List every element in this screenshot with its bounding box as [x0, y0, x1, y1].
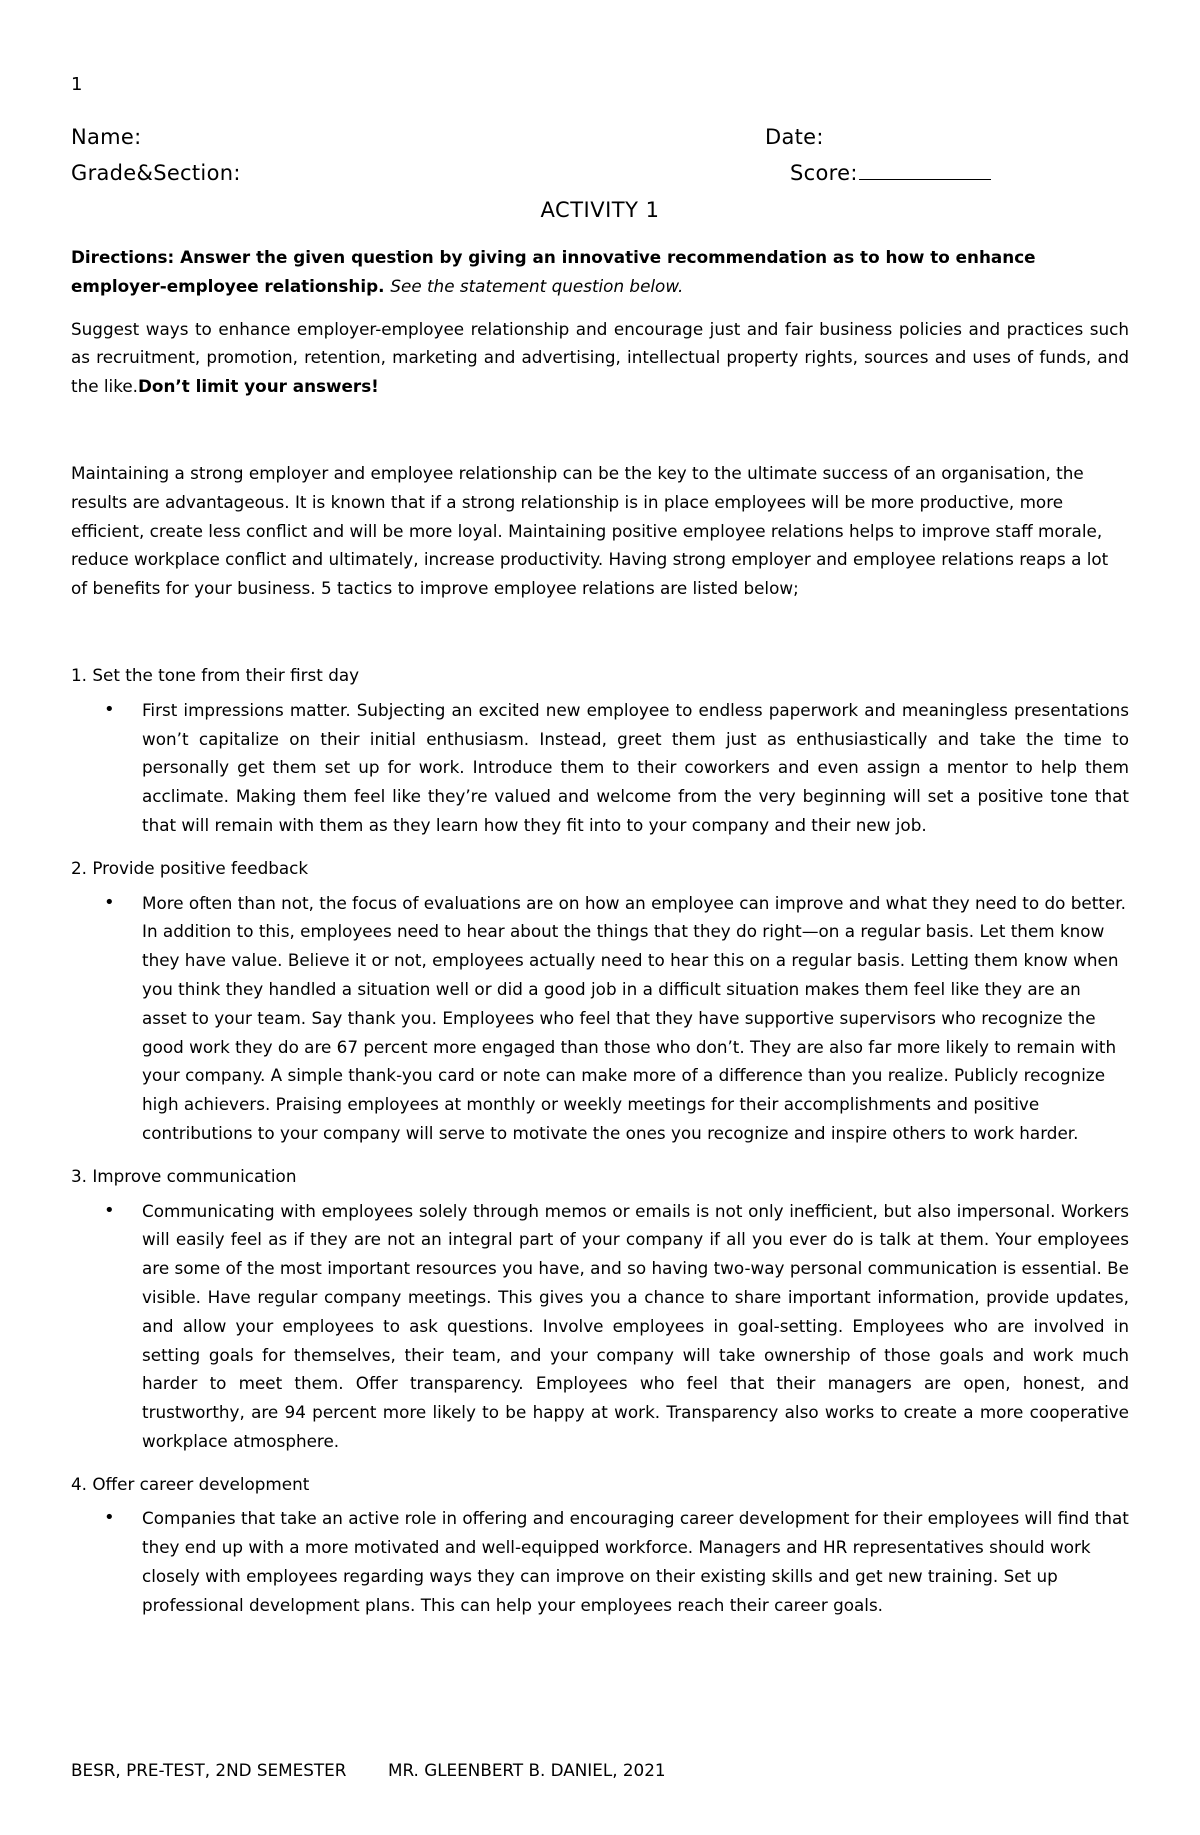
bullet-list: [71, 696, 1129, 840]
directions-note: See the statement question below.: [390, 275, 684, 296]
section-4: [71, 1470, 1129, 1620]
section-heading: 4. Offer career development: [71, 1473, 310, 1494]
section-heading: 3. Improve communication: [71, 1165, 297, 1186]
bullet-item: • Companies that take an active role in offering and encouraging career development for their employees will find that they end up with a more motivated and well-equipped workforce. Managers and HR representatives should work closely with employees regarding ways they can improve on their existing skills and get new training. Set up professional development plans. This can help your employees reach their career goals.: [142, 1504, 1129, 1619]
date-label: Date:: [765, 125, 824, 149]
page-number: 1: [71, 74, 83, 95]
bullet-item: • First impressions matter. Subjecting an excited new employee to endless paperwork and meaningless presentations won’t capitalize on their initial enthusiasm. Instead, greet them just as enthusiastically and take the time to personally get them set up for work. Introduce them to their coworkers and even assign a mentor to help them acclimate. Making them feel like they’re valued and welcome from the very beginning will set a positive tone that that will remain with them as they learn how they fit into to your company and their new job.: [142, 696, 1129, 840]
section-heading: 1. Set the tone from their first day: [71, 664, 360, 685]
score-blank-line: [859, 161, 991, 180]
bullet-item: • More often than not, the focus of evaluations are on how an employee can improve and what they need to do better. In addition to this, employees need to hear about the things that they do right—on a regular basis. Let them know they have value. Believe it or not, employees actually need to hear this on a regular basis. Letting them know when you think they handled a situation well or did a good job in a difficult situation makes them feel like they are an asset to your team. Say thank you. Employees who feel that they have supportive supervisors who recognize the good work they do are 67 percent more engaged than those who don’t. They are also far more likely to remain with your company. A simple thank-you card or note can make more of a difference than you realize. Publicly recognize high achievers. Praising employees at monthly or weekly meetings for their accomplishments and positive contributions to your company will serve to motivate the ones you recognize and inspire others to work harder.: [142, 889, 1129, 1148]
directions-paragraph: [71, 243, 1129, 301]
section-heading: 2. Provide positive feedback: [71, 857, 309, 878]
question-text: Suggest ways to enhance employer-employee relationship and encourage just and fair business policies and practices such as recruitment, promotion, retention, marketing and advertising, intellectual property rights, sources and uses of funds, and the like.: [71, 318, 1129, 397]
section-3: [71, 1162, 1129, 1456]
score-field: [790, 161, 991, 185]
bullet-list: [71, 1504, 1129, 1619]
bullet-list: [71, 889, 1129, 1148]
intro-paragraph: Maintaining a strong employer and employee relationship can be the key to the ultimate success of an organisation, the results are advantageous. It is known that if a strong relationship is in place employees will be more productive, more efficient, create less conflict and will be more loyal. Maintaining positive employee relations helps to improve staff morale, reduce workplace conflict and ultimately, increase productivity. Having strong employer and employee relations reaps a lot of benefits for your business. 5 tactics to improve employee relations are listed below;: [71, 462, 1109, 599]
section-1: [71, 661, 1129, 840]
section-2: [71, 854, 1129, 1148]
score-label: Score:: [790, 161, 858, 185]
footer-right: MR. GLEENBERT B. DANIEL, 2021: [388, 1760, 666, 1780]
activity-title: ACTIVITY 1: [540, 198, 660, 222]
directions-text: Directions: Answer the given question by giving an innovative recommendation as to how to enhance employer-employee relationship.: [71, 247, 1036, 296]
name-label: Name:: [71, 125, 142, 149]
footer-left: BESR, PRE-TEST, 2ND SEMESTER: [71, 1760, 347, 1780]
bullet-item: • Communicating with employees solely through memos or emails is not only inefficient, but also impersonal. Workers will easily feel as if they are not an integral part of your company if all you ever do is talk at them. Your employees are some of the most important resources you have, and so having two-way personal communication is essential. Be visible. Have regular company meetings. This gives you a chance to share important information, provide updates, and allow your employees to ask questions. Involve employees in goal-setting. Employees who are involved in setting goals for themselves, their team, and your company will take ownership of those goals and work much harder to meet them. Offer transparency. Employees who feel that their managers are open, honest, and trustworthy, are 94 percent more likely to be happy at work. Transparency also works to create a more cooperative workplace atmosphere.: [142, 1197, 1129, 1456]
question-emphasis: Don’t limit your answers!: [137, 376, 379, 397]
bullet-list: [71, 1197, 1129, 1456]
grade-section-label: Grade&Section:: [71, 161, 241, 185]
document-body: [71, 243, 1129, 1620]
question-paragraph: [71, 315, 1129, 401]
